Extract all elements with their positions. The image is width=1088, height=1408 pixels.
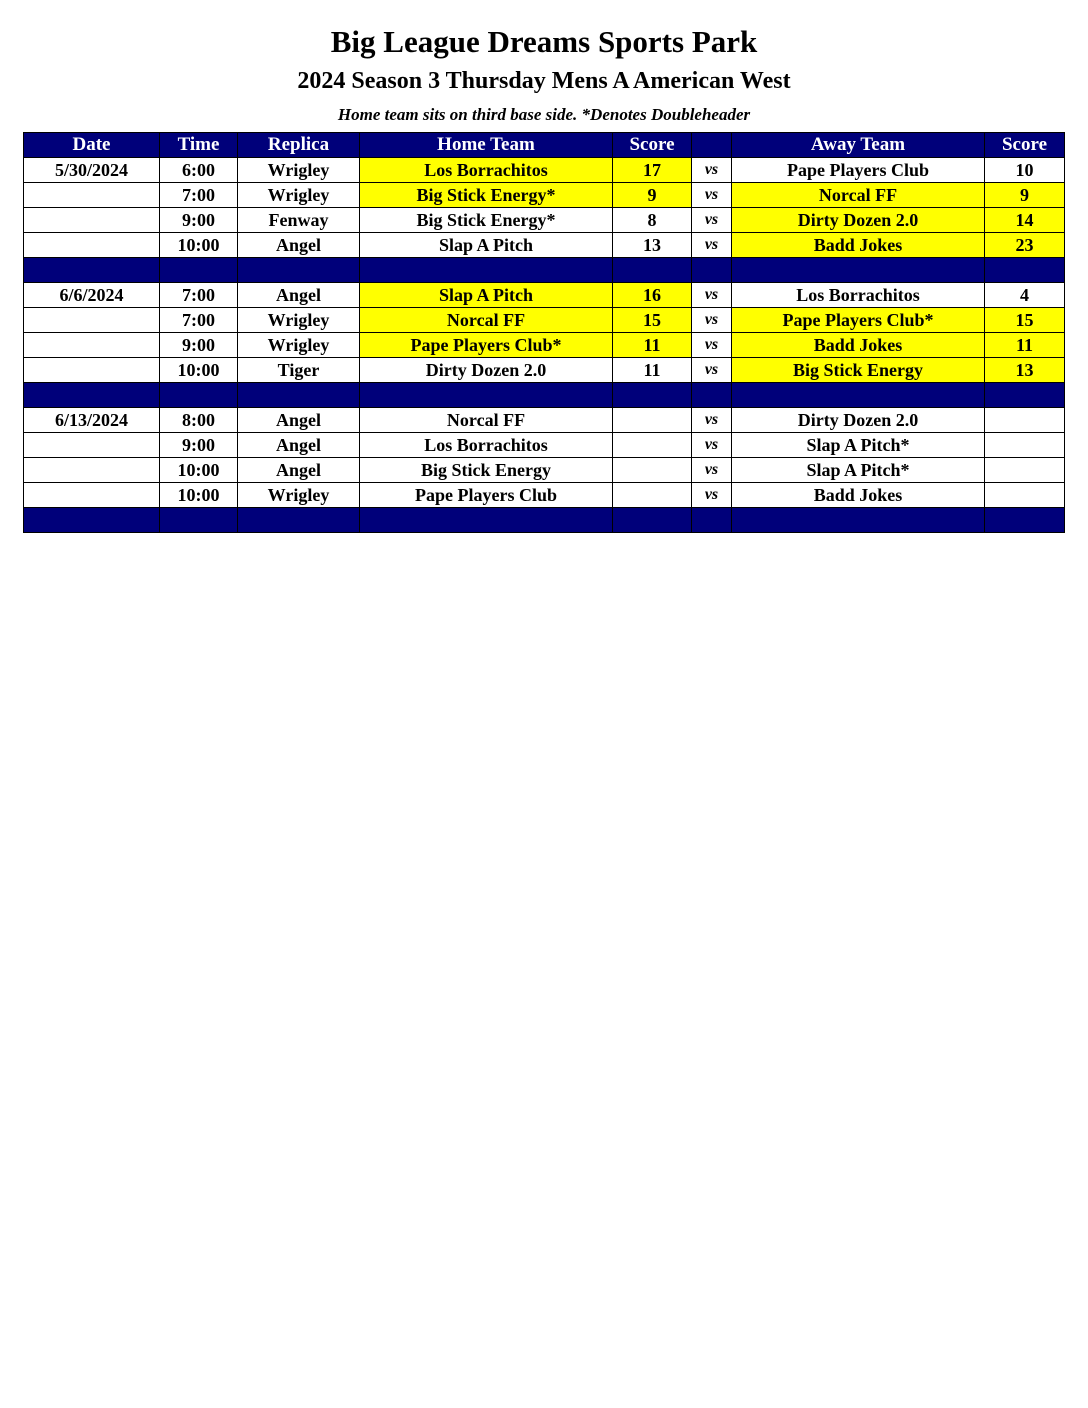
time-cell: 7:00 [160, 183, 238, 208]
home-score-cell [613, 433, 692, 458]
away-score-cell [985, 433, 1065, 458]
separator-cell [732, 508, 985, 533]
away-score-cell: 13 [985, 358, 1065, 383]
date-cell [24, 333, 160, 358]
schedule-table [23, 132, 1065, 533]
date-cell: 6/6/2024 [24, 283, 160, 308]
column-header-home-team: Home Team [360, 133, 613, 158]
home-score-cell [613, 483, 692, 508]
away-team-cell: Badd Jokes [732, 483, 985, 508]
date-separator-row [24, 383, 1065, 408]
replica-field-cell: Angel [238, 458, 360, 483]
table-row [24, 308, 1065, 333]
away-score-cell [985, 408, 1065, 433]
home-team-cell: Norcal FF [360, 408, 613, 433]
date-cell [24, 183, 160, 208]
vs-cell: vs [692, 408, 732, 433]
away-team-cell: Pape Players Club [732, 158, 985, 183]
replica-field-cell: Wrigley [238, 483, 360, 508]
vs-cell: vs [692, 233, 732, 258]
home-team-cell: Big Stick Energy* [360, 183, 613, 208]
separator-cell [613, 508, 692, 533]
away-team-cell: Norcal FF [732, 183, 985, 208]
date-cell [24, 358, 160, 383]
away-score-cell: 4 [985, 283, 1065, 308]
separator-cell [360, 383, 613, 408]
date-cell [24, 433, 160, 458]
date-cell [24, 458, 160, 483]
replica-field-cell: Angel [238, 283, 360, 308]
away-team-cell: Dirty Dozen 2.0 [732, 408, 985, 433]
away-score-cell: 11 [985, 333, 1065, 358]
date-cell [24, 208, 160, 233]
away-team-cell: Badd Jokes [732, 333, 985, 358]
separator-cell [692, 258, 732, 283]
date-cell: 6/13/2024 [24, 408, 160, 433]
separator-cell [160, 383, 238, 408]
vs-cell: vs [692, 483, 732, 508]
home-score-cell: 9 [613, 183, 692, 208]
away-team-cell: Dirty Dozen 2.0 [732, 208, 985, 233]
replica-field-cell: Wrigley [238, 183, 360, 208]
table-row [24, 283, 1065, 308]
home-score-cell [613, 458, 692, 483]
page-title: Big League Dreams Sports Park [330, 24, 758, 59]
separator-cell [160, 258, 238, 283]
separator-cell [732, 383, 985, 408]
home-score-cell: 15 [613, 308, 692, 333]
separator-cell [238, 258, 360, 283]
away-score-cell [985, 458, 1065, 483]
home-score-cell: 16 [613, 283, 692, 308]
time-cell: 7:00 [160, 308, 238, 333]
date-separator-row [24, 258, 1065, 283]
away-team-cell: Los Borrachitos [732, 283, 985, 308]
table-header-row [24, 133, 1065, 158]
column-header-away-score: Score [985, 133, 1065, 158]
home-team-cell: Pape Players Club [360, 483, 613, 508]
table-row [24, 208, 1065, 233]
column-header-time: Time [160, 133, 238, 158]
away-team-cell: Slap A Pitch* [732, 458, 985, 483]
table-row [24, 483, 1065, 508]
away-team-cell: Slap A Pitch* [732, 433, 985, 458]
time-cell: 10:00 [160, 233, 238, 258]
page-subtitle: 2024 Season 3 Thursday Mens A American West [297, 68, 791, 94]
table-row [24, 233, 1065, 258]
replica-field-cell: Wrigley [238, 158, 360, 183]
away-score-cell [985, 483, 1065, 508]
separator-cell [24, 383, 160, 408]
home-team-cell: Slap A Pitch [360, 283, 613, 308]
separator-cell [238, 508, 360, 533]
separator-cell [732, 258, 985, 283]
away-score-cell: 10 [985, 158, 1065, 183]
table-row [24, 408, 1065, 433]
home-team-cell: Slap A Pitch [360, 233, 613, 258]
replica-field-cell: Tiger [238, 358, 360, 383]
separator-cell [160, 508, 238, 533]
away-score-cell: 15 [985, 308, 1065, 333]
vs-cell: vs [692, 308, 732, 333]
separator-cell [613, 258, 692, 283]
separator-cell [360, 258, 613, 283]
time-cell: 10:00 [160, 483, 238, 508]
time-cell: 7:00 [160, 283, 238, 308]
date-separator-row [24, 508, 1065, 533]
away-score-cell: 9 [985, 183, 1065, 208]
vs-cell: vs [692, 458, 732, 483]
home-team-cell: Pape Players Club* [360, 333, 613, 358]
home-score-cell: 11 [613, 358, 692, 383]
away-team-cell: Big Stick Energy [732, 358, 985, 383]
date-cell [24, 308, 160, 333]
table-row [24, 158, 1065, 183]
home-team-cell: Norcal FF [360, 308, 613, 333]
table-row [24, 183, 1065, 208]
column-header-home-score: Score [613, 133, 692, 158]
away-score-cell: 14 [985, 208, 1065, 233]
time-cell: 9:00 [160, 433, 238, 458]
home-team-cell: Big Stick Energy* [360, 208, 613, 233]
separator-cell [985, 508, 1065, 533]
table-row [24, 458, 1065, 483]
column-header-date: Date [24, 133, 160, 158]
time-cell: 8:00 [160, 408, 238, 433]
table-row [24, 333, 1065, 358]
separator-cell [238, 383, 360, 408]
home-team-cell: Los Borrachitos [360, 433, 613, 458]
vs-cell: vs [692, 183, 732, 208]
home-score-cell [613, 408, 692, 433]
table-row [24, 358, 1065, 383]
home-score-cell: 13 [613, 233, 692, 258]
replica-field-cell: Wrigley [238, 333, 360, 358]
time-cell: 10:00 [160, 358, 238, 383]
home-team-cell: Big Stick Energy [360, 458, 613, 483]
time-cell: 6:00 [160, 158, 238, 183]
home-team-cell: Los Borrachitos [360, 158, 613, 183]
vs-cell: vs [692, 283, 732, 308]
schedule-note: Home team sits on third base side. *Denotes Doubleheader [337, 105, 751, 124]
separator-cell [24, 508, 160, 533]
separator-cell [360, 508, 613, 533]
column-header-replica: Replica [238, 133, 360, 158]
time-cell: 10:00 [160, 458, 238, 483]
time-cell: 9:00 [160, 208, 238, 233]
replica-field-cell: Angel [238, 433, 360, 458]
separator-cell [985, 258, 1065, 283]
column-header-vs [692, 133, 732, 158]
home-score-cell: 17 [613, 158, 692, 183]
separator-cell [985, 383, 1065, 408]
separator-cell [24, 258, 160, 283]
column-header-away-team: Away Team [732, 133, 985, 158]
replica-field-cell: Wrigley [238, 308, 360, 333]
home-team-cell: Dirty Dozen 2.0 [360, 358, 613, 383]
separator-cell [692, 383, 732, 408]
vs-cell: vs [692, 358, 732, 383]
date-cell [24, 233, 160, 258]
vs-cell: vs [692, 433, 732, 458]
separator-cell [613, 383, 692, 408]
date-cell [24, 483, 160, 508]
replica-field-cell: Angel [238, 233, 360, 258]
home-score-cell: 8 [613, 208, 692, 233]
away-team-cell: Badd Jokes [732, 233, 985, 258]
table-row [24, 433, 1065, 458]
vs-cell: vs [692, 158, 732, 183]
home-score-cell: 11 [613, 333, 692, 358]
replica-field-cell: Fenway [238, 208, 360, 233]
time-cell: 9:00 [160, 333, 238, 358]
separator-cell [692, 508, 732, 533]
vs-cell: vs [692, 333, 732, 358]
vs-cell: vs [692, 208, 732, 233]
date-cell: 5/30/2024 [24, 158, 160, 183]
away-score-cell: 23 [985, 233, 1065, 258]
away-team-cell: Pape Players Club* [732, 308, 985, 333]
replica-field-cell: Angel [238, 408, 360, 433]
